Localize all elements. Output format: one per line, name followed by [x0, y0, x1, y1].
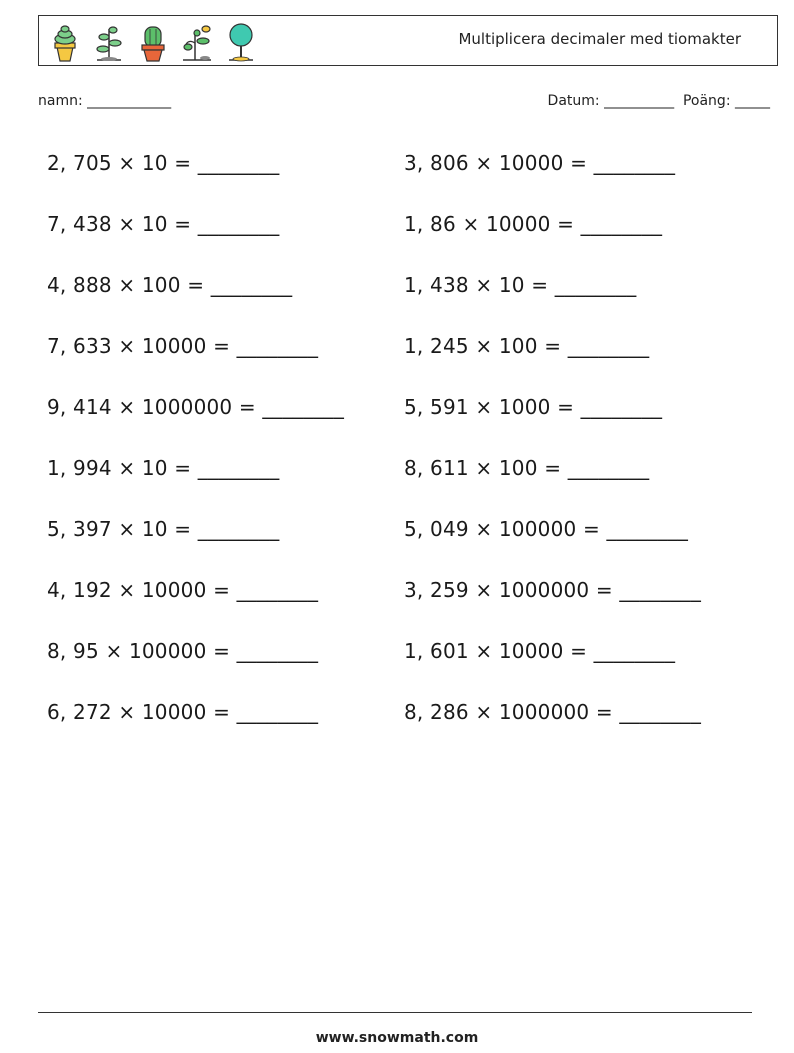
problem-left-9: 8, 95 × 100000 = ________ — [47, 639, 319, 663]
problem-left-8: 4, 192 × 10000 = ________ — [47, 578, 319, 602]
worksheet-header — [38, 15, 778, 66]
problem-right-4: 1, 245 × 100 = ________ — [404, 334, 650, 358]
header-icons — [47, 20, 259, 64]
problem-right-8: 3, 259 × 1000000 = ________ — [404, 578, 702, 602]
problem-left-4: 7, 633 × 10000 = ________ — [47, 334, 319, 358]
problem-right-6: 8, 611 × 100 = ________ — [404, 456, 650, 480]
potted-cactus-icon — [135, 21, 171, 63]
young-tree-icon — [223, 21, 259, 63]
problem-right-2: 1, 86 × 10000 = ________ — [404, 212, 663, 236]
problem-right-3: 1, 438 × 10 = ________ — [404, 273, 637, 297]
problem-right-9: 1, 601 × 10000 = ________ — [404, 639, 676, 663]
worksheet-title: Multiplicera decimaler med tiomakter — [458, 30, 741, 48]
footer-url[interactable]: www.snowmath.com — [315, 1030, 479, 1046]
name-field[interactable]: namn: ____________ — [38, 93, 172, 109]
problem-right-10: 8, 286 × 1000000 = ________ — [404, 700, 702, 724]
problem-right-1: 3, 806 × 10000 = ________ — [404, 151, 676, 175]
potted-succulent-icon — [47, 21, 83, 63]
problem-left-2: 7, 438 × 10 = ________ — [47, 212, 280, 236]
problem-left-6: 1, 994 × 10 = ________ — [47, 456, 280, 480]
date-score-field[interactable]: Datum: __________ Poäng: _____ — [547, 93, 770, 109]
problem-left-5: 9, 414 × 1000000 = ________ — [47, 395, 345, 419]
problem-right-7: 5, 049 × 100000 = ________ — [404, 517, 689, 541]
problem-left-3: 4, 888 × 100 = ________ — [47, 273, 293, 297]
footer-divider — [38, 1012, 752, 1013]
problem-left-10: 6, 272 × 10000 = ________ — [47, 700, 319, 724]
seedling-icon — [91, 21, 127, 63]
sprout-with-bee-icon — [179, 21, 215, 63]
problem-right-5: 5, 591 × 1000 = ________ — [404, 395, 663, 419]
problem-left-7: 5, 397 × 10 = ________ — [47, 517, 280, 541]
problem-left-1: 2, 705 × 10 = ________ — [47, 151, 280, 175]
